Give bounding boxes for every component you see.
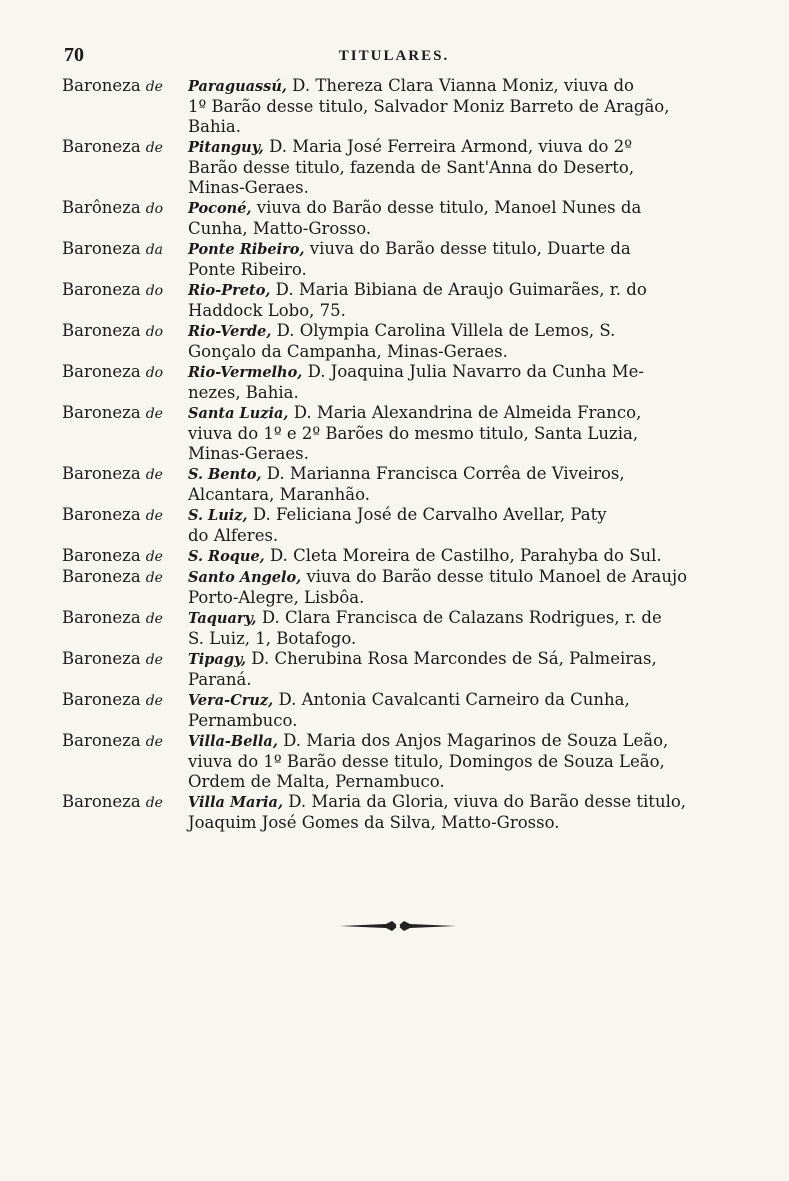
entry-head [62, 403, 188, 424]
entry-head [62, 505, 188, 526]
entry-line [188, 198, 712, 219]
entry-text: Gonçalo da Campanha, Minas-Geraes. [188, 342, 508, 361]
entry-head [62, 649, 188, 670]
entry-line [188, 464, 712, 485]
entry-rank: Baroneza [62, 76, 141, 95]
entry-title-name: Tipagy, [188, 651, 247, 668]
entry-preposition: de [145, 570, 163, 586]
entry-preposition: do [145, 201, 164, 217]
entry-text: viuva do Barão desse titulo, Manoel Nunes da [251, 198, 642, 217]
entry-rank: Baroneza [62, 321, 141, 340]
entry-text: D. Olympia Carolina Villela de Lemos, S. [271, 321, 616, 340]
entry-text: D. Feliciana José de Carvalho Avellar, Paty [247, 505, 607, 524]
list-item [62, 137, 712, 198]
entry-head [62, 690, 188, 711]
entry-rank: Baroneza [62, 690, 141, 709]
list-item [62, 649, 712, 690]
entry-title-name: Pitanguy, [188, 139, 264, 156]
entry-text: D. Maria Alexandrina de Almeida Franco, [288, 403, 642, 422]
entry-body [188, 546, 712, 567]
entry-rank: Barôneza [62, 198, 141, 217]
entry-preposition: de [145, 734, 163, 750]
entry-text: viuva do 1º e 2º Barões do mesmo titulo, Santa Luzia, [188, 424, 639, 443]
entry-preposition: do [145, 365, 164, 381]
entry-body [188, 567, 712, 608]
entry-text: D. Thereza Clara Vianna Moniz, viuva do [286, 76, 634, 95]
entry-line [188, 362, 712, 383]
entry-body [188, 76, 712, 137]
entry-line [188, 731, 712, 752]
entry-line [188, 158, 712, 178]
entry-line [188, 608, 712, 629]
entry-title-name: Ponte Ribeiro, [188, 241, 305, 258]
entry-line [188, 76, 712, 97]
entry-text: Porto-Alegre, Lisbôa. [188, 588, 365, 607]
entry-body [188, 505, 712, 546]
list-item [62, 546, 712, 567]
entry-title-name: Vera-Cruz, [188, 692, 274, 709]
list-item [62, 792, 712, 833]
list-item [62, 690, 712, 731]
entry-head [62, 546, 188, 567]
entry-line [188, 444, 712, 464]
entry-line [188, 485, 712, 505]
entry-rank: Baroneza [62, 137, 141, 156]
entry-list [62, 76, 712, 833]
entry-line [188, 260, 712, 280]
entry-line [188, 97, 712, 117]
entry-preposition: de [145, 549, 163, 565]
entry-rank: Baroneza [62, 239, 141, 258]
entry-line [188, 772, 712, 792]
entry-body [188, 608, 712, 649]
entry-text: viuva do Barão desse titulo Manoel de Araujo [301, 567, 688, 586]
page-header [64, 44, 724, 70]
entry-line [188, 424, 712, 444]
entry-title-name: Villa-Bella, [188, 733, 278, 750]
list-item [62, 608, 712, 649]
entry-text: Cunha, Matto-Grosso. [188, 219, 372, 238]
entry-line [188, 690, 712, 711]
entry-head [62, 239, 188, 260]
entry-line [188, 239, 712, 260]
list-item [62, 403, 712, 464]
entry-title-name: Santa Luzia, [188, 405, 289, 422]
entry-rank: Baroneza [62, 608, 141, 627]
entry-text: Paraná. [188, 670, 252, 689]
entry-text: Joaquim José Gomes da Silva, Matto-Grosso. [188, 813, 560, 832]
entry-preposition: de [145, 693, 163, 709]
entry-title-name: Rio-Vermelho, [188, 364, 303, 381]
entry-text: Barão desse titulo, fazenda de Sant'Anna do Deserto, [188, 158, 635, 177]
entry-line [188, 813, 712, 833]
entry-text: D. Cleta Moreira de Castilho, Parahyba do Sul. [264, 546, 662, 565]
entry-body [188, 649, 712, 690]
entry-line [188, 178, 712, 198]
list-item [62, 76, 712, 137]
entry-text: D. Maria José Ferreira Armond, viuva do 2º [263, 137, 632, 156]
entry-head [62, 608, 188, 629]
entry-text: Minas-Geraes. [188, 178, 309, 197]
entry-body [188, 403, 712, 464]
entry-preposition: de [145, 79, 163, 95]
entry-text: nezes, Bahia. [188, 383, 299, 402]
entry-line [188, 321, 712, 342]
entry-text: D. Joaquina Julia Navarro da Cunha Me- [302, 362, 644, 381]
entry-text: viuva do Barão desse titulo, Duarte da [304, 239, 631, 258]
entry-head [62, 362, 188, 383]
entry-text: Ordem de Malta, Pernambuco. [188, 772, 445, 791]
entry-head [62, 792, 188, 813]
entry-line [188, 526, 712, 546]
entry-line [188, 301, 712, 321]
entry-head [62, 198, 188, 219]
entry-line [188, 137, 712, 158]
entry-title-name: Villa Maria, [188, 794, 284, 811]
entry-text: viuva do 1º Barão desse titulo, Domingos de Souza Leão, [188, 752, 665, 771]
entry-text: Pernambuco. [188, 711, 298, 730]
entry-preposition: da [145, 242, 164, 258]
entry-rank: Baroneza [62, 403, 141, 422]
entry-text: Alcantara, Maranhão. [188, 485, 371, 504]
entry-preposition: do [145, 324, 164, 340]
list-item [62, 280, 712, 321]
entry-preposition: de [145, 467, 163, 483]
entry-rank: Baroneza [62, 362, 141, 381]
entry-rank: Baroneza [62, 280, 141, 299]
entry-rank: Baroneza [62, 567, 141, 586]
list-item [62, 731, 712, 792]
entry-body [188, 464, 712, 505]
entry-title-name: Rio-Verde, [188, 323, 272, 340]
entry-line [188, 629, 712, 649]
entry-line [188, 219, 712, 239]
entry-head [62, 76, 188, 97]
entry-text: D. Marianna Francisca Corrêa de Viveiros, [261, 464, 625, 483]
entry-head [62, 567, 188, 588]
entry-preposition: de [145, 406, 163, 422]
entry-title-name: Paraguassú, [188, 78, 287, 95]
entry-body [188, 321, 712, 362]
entry-body [188, 239, 712, 280]
entry-body [188, 362, 712, 403]
entry-text: D. Maria dos Anjos Magarinos de Souza Leão, [277, 731, 669, 750]
entry-body [188, 198, 712, 239]
list-item [62, 321, 712, 362]
entry-line [188, 342, 712, 362]
entry-head [62, 280, 188, 301]
entry-body [188, 280, 712, 321]
ornament-divider [338, 918, 458, 934]
entry-title-name: Santo Angelo, [188, 569, 302, 586]
entry-line [188, 280, 712, 301]
entry-text: Haddock Lobo, 75. [188, 301, 346, 320]
entry-body [188, 731, 712, 792]
entry-title-name: Rio-Preto, [188, 282, 271, 299]
entry-text: 1º Barão desse titulo, Salvador Moniz Barreto de Aragão, [188, 97, 670, 116]
entry-preposition: de [145, 611, 163, 627]
entry-preposition: do [145, 283, 164, 299]
entry-line [188, 649, 712, 670]
entry-text: Minas-Geraes. [188, 444, 309, 463]
entry-head [62, 464, 188, 485]
entry-preposition: de [145, 652, 163, 668]
entry-preposition: de [145, 508, 163, 524]
entry-title-name: Taquary, [188, 610, 257, 627]
entry-title-name: S. Bento, [188, 466, 262, 483]
entry-text: Bahia. [188, 117, 241, 136]
entry-line [188, 403, 712, 424]
entry-text: D. Clara Francisca de Calazans Rodrigues, r. de [256, 608, 662, 627]
entry-preposition: de [145, 140, 163, 156]
running-title: TITULARES. [338, 48, 450, 64]
entry-text: D. Cherubina Rosa Marcondes de Sá, Palmeiras, [246, 649, 657, 668]
entry-line [188, 505, 712, 526]
entry-rank: Baroneza [62, 649, 141, 668]
list-item [62, 362, 712, 403]
entry-head [62, 321, 188, 342]
entry-body [188, 137, 712, 198]
entry-rank: Baroneza [62, 464, 141, 483]
list-item [62, 239, 712, 280]
entry-title-name: Poconé, [188, 200, 252, 217]
entry-rank: Baroneza [62, 505, 141, 524]
entry-line [188, 588, 712, 608]
entry-text: Ponte Ribeiro. [188, 260, 307, 279]
list-item [62, 198, 712, 239]
list-item [62, 567, 712, 608]
entry-title-name: S. Luiz, [188, 507, 248, 524]
entry-rank: Baroneza [62, 546, 141, 565]
entry-body [188, 690, 712, 731]
entry-line [188, 792, 712, 813]
entry-line [188, 546, 712, 567]
entry-rank: Baroneza [62, 792, 141, 811]
entry-line [188, 711, 712, 731]
page-number: 70 [64, 44, 84, 66]
entry-text: D. Antonia Cavalcanti Carneiro da Cunha, [273, 690, 630, 709]
entry-head [62, 137, 188, 158]
entry-title-name: S. Roque, [188, 548, 265, 565]
entry-line [188, 752, 712, 772]
entry-rank: Baroneza [62, 731, 141, 750]
entry-head [62, 731, 188, 752]
entry-text: do Alferes. [188, 526, 279, 545]
entry-body [188, 792, 712, 833]
entry-text: S. Luiz, 1, Botafogo. [188, 629, 357, 648]
entry-line [188, 670, 712, 690]
entry-text: D. Maria da Gloria, viuva do Barão desse titulo, [283, 792, 687, 811]
entry-line [188, 383, 712, 403]
entry-line [188, 567, 712, 588]
entry-line [188, 117, 712, 137]
list-item [62, 464, 712, 505]
entry-preposition: de [145, 795, 163, 811]
entry-text: D. Maria Bibiana de Araujo Guimarães, r. do [270, 280, 647, 299]
list-item [62, 505, 712, 546]
